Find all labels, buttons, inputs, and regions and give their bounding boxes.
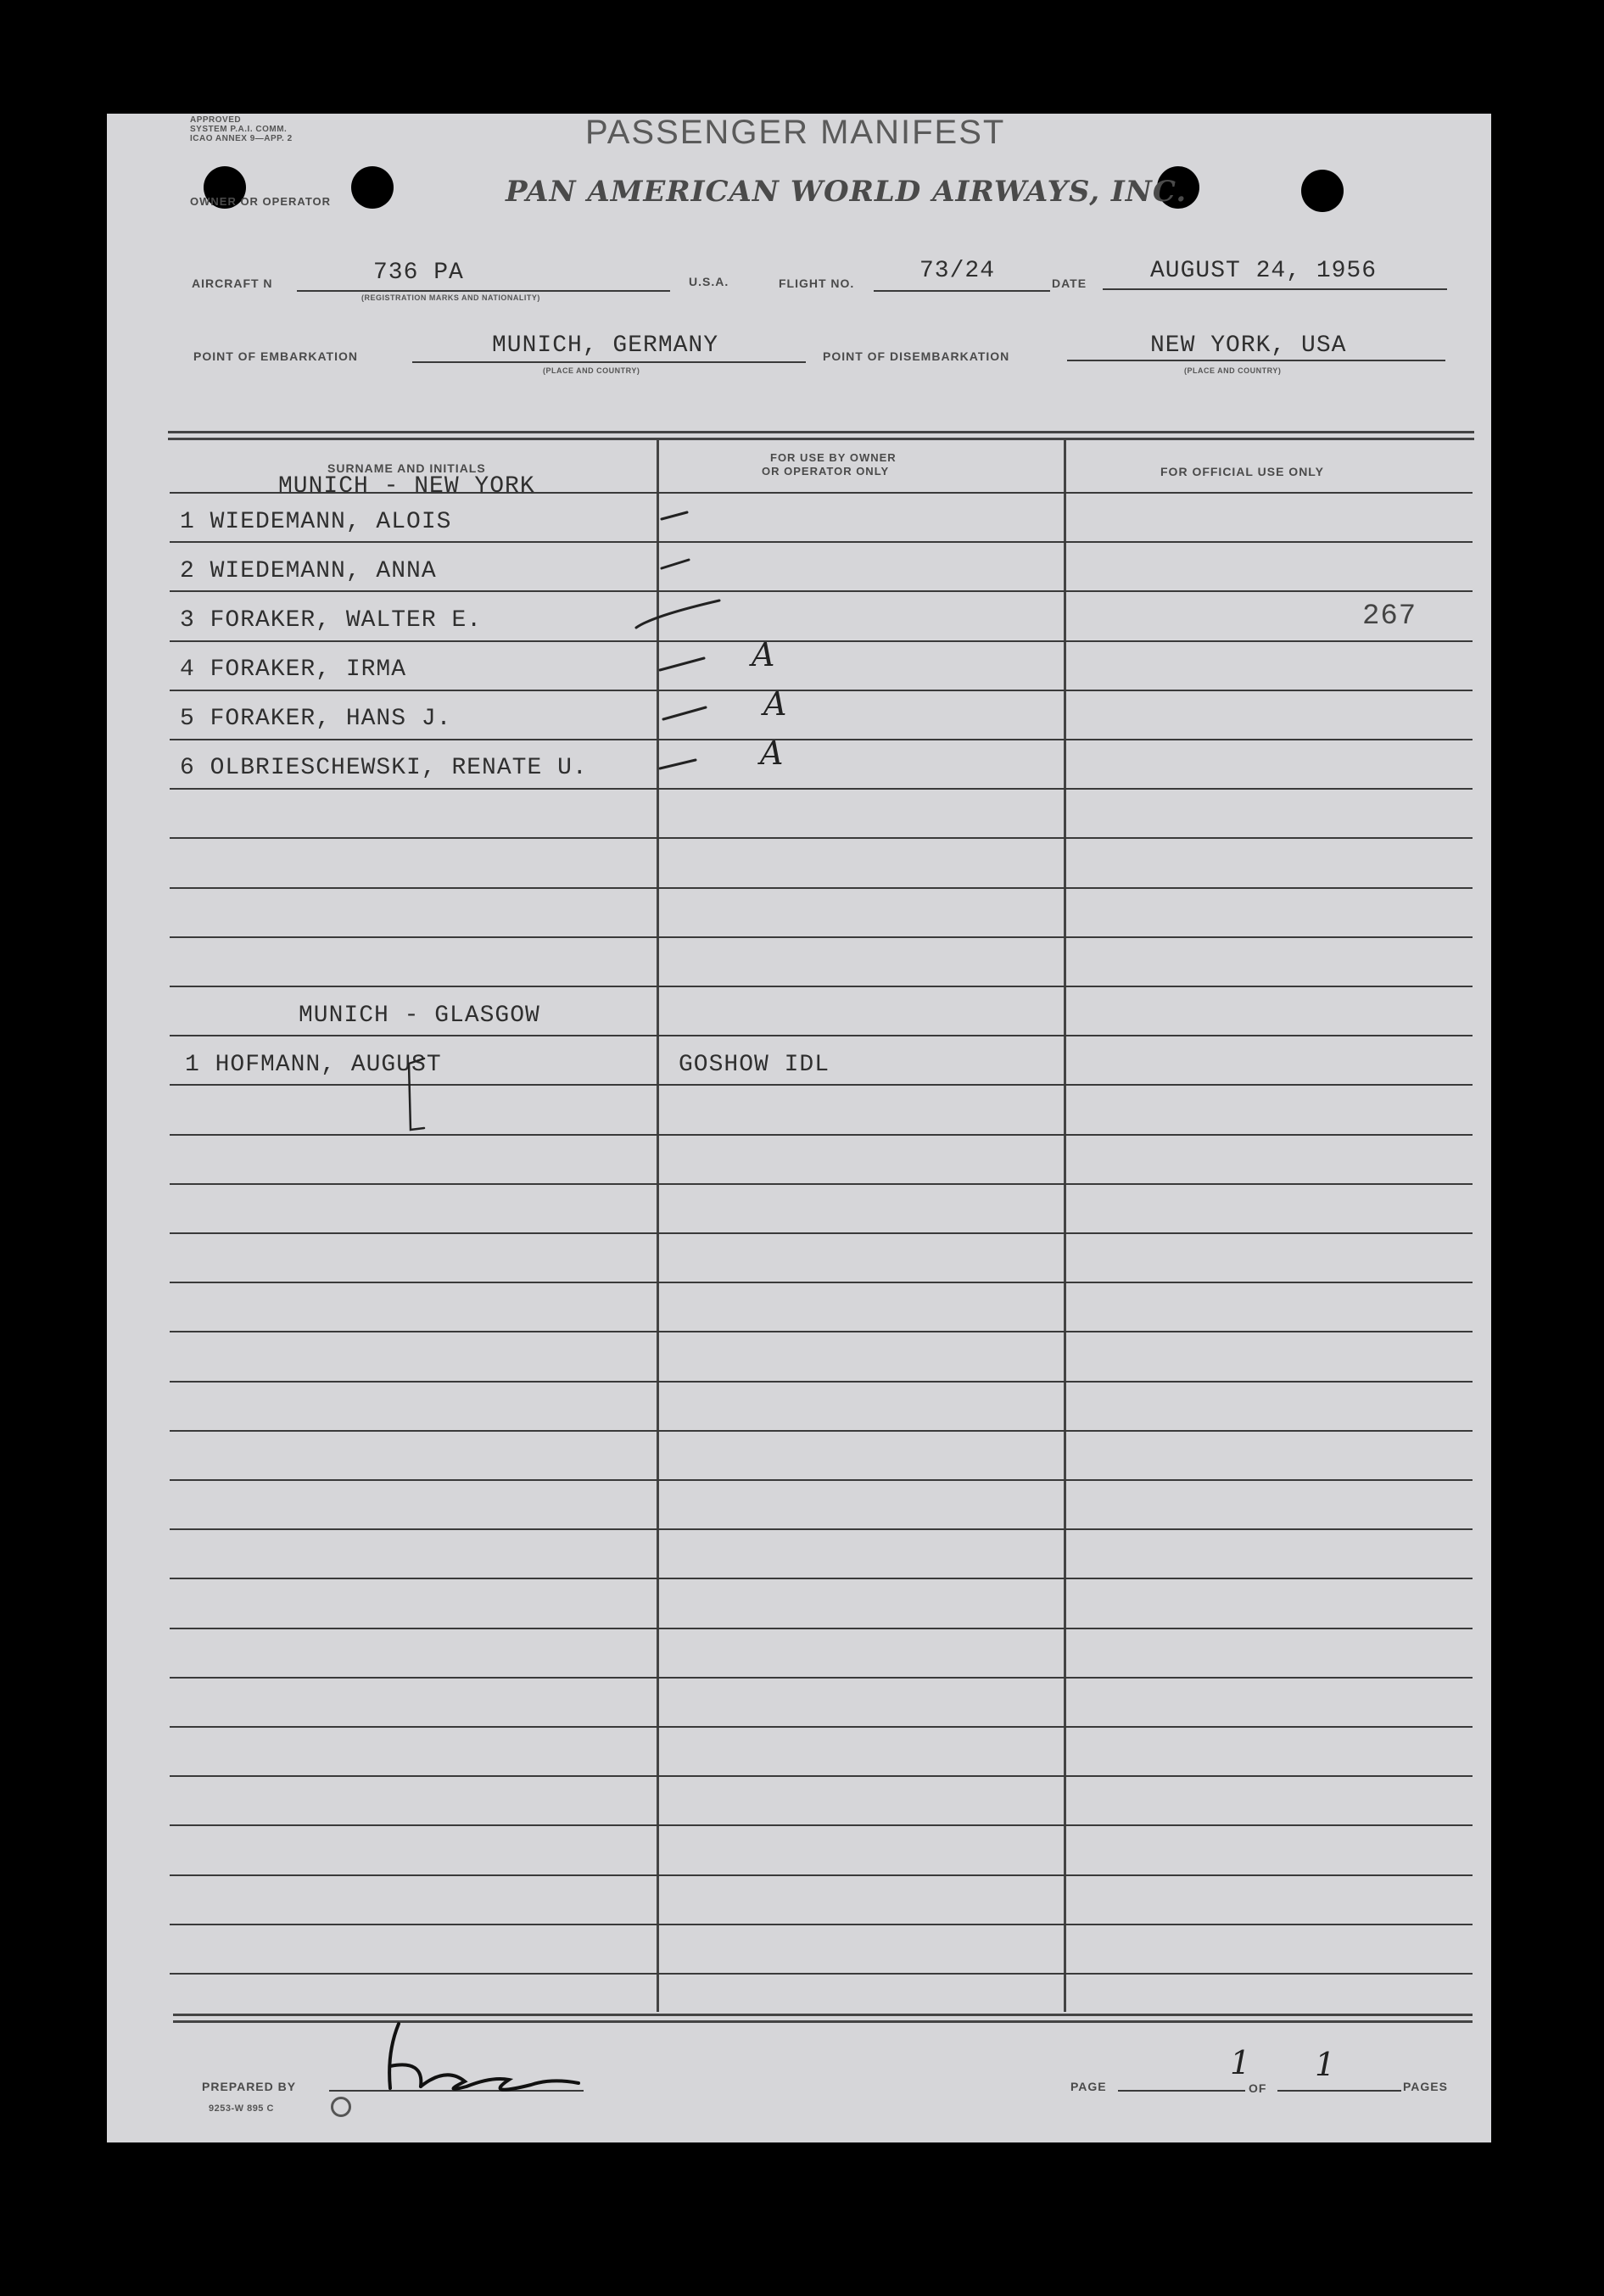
flight-label: FLIGHT NO. bbox=[779, 277, 855, 290]
row-line bbox=[170, 1973, 1473, 1975]
page-number: 1 bbox=[1230, 2044, 1251, 2081]
passenger-name: 3 FORAKER, WALTER E. bbox=[180, 607, 483, 634]
row-line bbox=[170, 1677, 1473, 1679]
owner-note: GOSHOW IDL bbox=[679, 1052, 830, 1078]
form-title: PASSENGER MANIFEST bbox=[585, 114, 1006, 151]
col-header-official: FOR OFFICIAL USE ONLY bbox=[1160, 465, 1324, 478]
row-line bbox=[170, 1874, 1473, 1876]
section-heading: MUNICH - NEW YORK bbox=[278, 473, 535, 500]
embark-label: POINT OF EMBARKATION bbox=[193, 349, 358, 363]
row-line bbox=[170, 1726, 1473, 1728]
row-line bbox=[170, 640, 1473, 642]
handwritten-mark: A bbox=[763, 685, 787, 723]
row-line bbox=[170, 1134, 1473, 1136]
disembark-value: NEW YORK, USA bbox=[1150, 332, 1347, 359]
col-header-names: SURNAME AND INITIALS bbox=[327, 461, 486, 475]
union-label-icon bbox=[331, 2097, 351, 2117]
passenger-name: 5 FORAKER, HANS J. bbox=[180, 706, 452, 732]
col-header-owner-2: OR OPERATOR ONLY bbox=[762, 465, 890, 478]
passenger-name: 4 FORAKER, IRMA bbox=[180, 656, 407, 683]
passenger-name: 1 HOFMANN, AUGUST bbox=[185, 1052, 442, 1078]
passenger-name: 2 WIEDEMANN, ANNA bbox=[180, 558, 437, 584]
date-value: AUGUST 24, 1956 bbox=[1150, 258, 1378, 284]
row-line bbox=[170, 1578, 1473, 1579]
row-line bbox=[170, 1430, 1473, 1432]
usa-label: U.S.A. bbox=[689, 275, 729, 288]
check-marks bbox=[619, 500, 738, 797]
aircraft-sub: (REGISTRATION MARKS AND NATIONALITY) bbox=[361, 293, 540, 302]
approval-line: APPROVED bbox=[190, 115, 242, 125]
row-line bbox=[170, 1528, 1473, 1530]
approval-line: ICAO ANNEX 9—APP. 2 bbox=[190, 134, 293, 143]
punch-hole bbox=[351, 166, 394, 209]
row-line bbox=[170, 541, 1473, 543]
page-underline bbox=[1118, 2090, 1245, 2092]
row-line bbox=[170, 1775, 1473, 1777]
row-line bbox=[170, 1035, 1473, 1036]
embark-sub: (PLACE AND COUNTRY) bbox=[543, 366, 640, 375]
signature bbox=[365, 2015, 602, 2100]
disembark-underline bbox=[1067, 360, 1445, 361]
row-line bbox=[170, 1331, 1473, 1332]
of-underline bbox=[1277, 2090, 1401, 2092]
page-label: PAGE bbox=[1070, 2080, 1107, 2093]
of-label: OF bbox=[1249, 2081, 1267, 2095]
section-heading: MUNICH - GLASGOW bbox=[299, 1003, 540, 1029]
row-line bbox=[170, 837, 1473, 839]
row-line bbox=[170, 1232, 1473, 1234]
disembark-sub: (PLACE AND COUNTRY) bbox=[1184, 366, 1282, 375]
flight-underline bbox=[874, 290, 1050, 292]
date-underline bbox=[1103, 288, 1447, 290]
row-line bbox=[170, 1183, 1473, 1185]
row-line bbox=[170, 1282, 1473, 1283]
row-line bbox=[170, 690, 1473, 691]
row-line bbox=[170, 1084, 1473, 1086]
row-line bbox=[170, 739, 1473, 740]
row-line bbox=[170, 1479, 1473, 1481]
row-line bbox=[170, 1381, 1473, 1383]
total-pages: 1 bbox=[1315, 2046, 1336, 2083]
row-line bbox=[170, 788, 1473, 790]
row-line bbox=[170, 1924, 1473, 1925]
disembark-label: POINT OF DISEMBARKATION bbox=[823, 349, 1010, 363]
pages-label: PAGES bbox=[1403, 2080, 1448, 2093]
bracket-mark bbox=[399, 1052, 450, 1137]
embark-value: MUNICH, GERMANY bbox=[492, 332, 719, 359]
passenger-name: 1 WIEDEMANN, ALOIS bbox=[180, 509, 452, 535]
row-line bbox=[170, 590, 1473, 592]
row-line bbox=[170, 1628, 1473, 1629]
approval-line: SYSTEM P.A.I. COMM. bbox=[190, 125, 288, 134]
table-top-rule bbox=[168, 431, 1474, 433]
col-header-owner-1: FOR USE BY OWNER bbox=[770, 451, 897, 464]
table-top-rule bbox=[168, 438, 1474, 440]
row-line bbox=[170, 1824, 1473, 1826]
flight-value: 73/24 bbox=[919, 258, 996, 284]
handwritten-mark: A bbox=[752, 636, 775, 673]
date-label: DATE bbox=[1052, 277, 1087, 290]
approval-block bbox=[190, 115, 293, 143]
punch-hole bbox=[1301, 170, 1344, 212]
handwritten-mark: A bbox=[760, 735, 784, 772]
manifest-sheet bbox=[107, 114, 1491, 2142]
row-line bbox=[170, 936, 1473, 938]
aircraft-underline bbox=[297, 290, 670, 292]
form-code: 9253-W 895 C bbox=[209, 2103, 274, 2114]
aircraft-label: AIRCRAFT N bbox=[192, 277, 273, 290]
official-number: 267 bbox=[1362, 601, 1417, 633]
owner-name: PAN AMERICAN WORLD AIRWAYS, INC. bbox=[506, 175, 1188, 209]
embark-underline bbox=[412, 361, 806, 363]
owner-label: OWNER OR OPERATOR bbox=[190, 195, 332, 208]
row-line bbox=[170, 986, 1473, 987]
passenger-name: 6 OLBRIESCHEWSKI, RENATE U. bbox=[180, 755, 588, 781]
row-line bbox=[170, 887, 1473, 889]
aircraft-value: 736 PA bbox=[373, 260, 464, 286]
prepared-label: PREPARED BY bbox=[202, 2080, 297, 2093]
